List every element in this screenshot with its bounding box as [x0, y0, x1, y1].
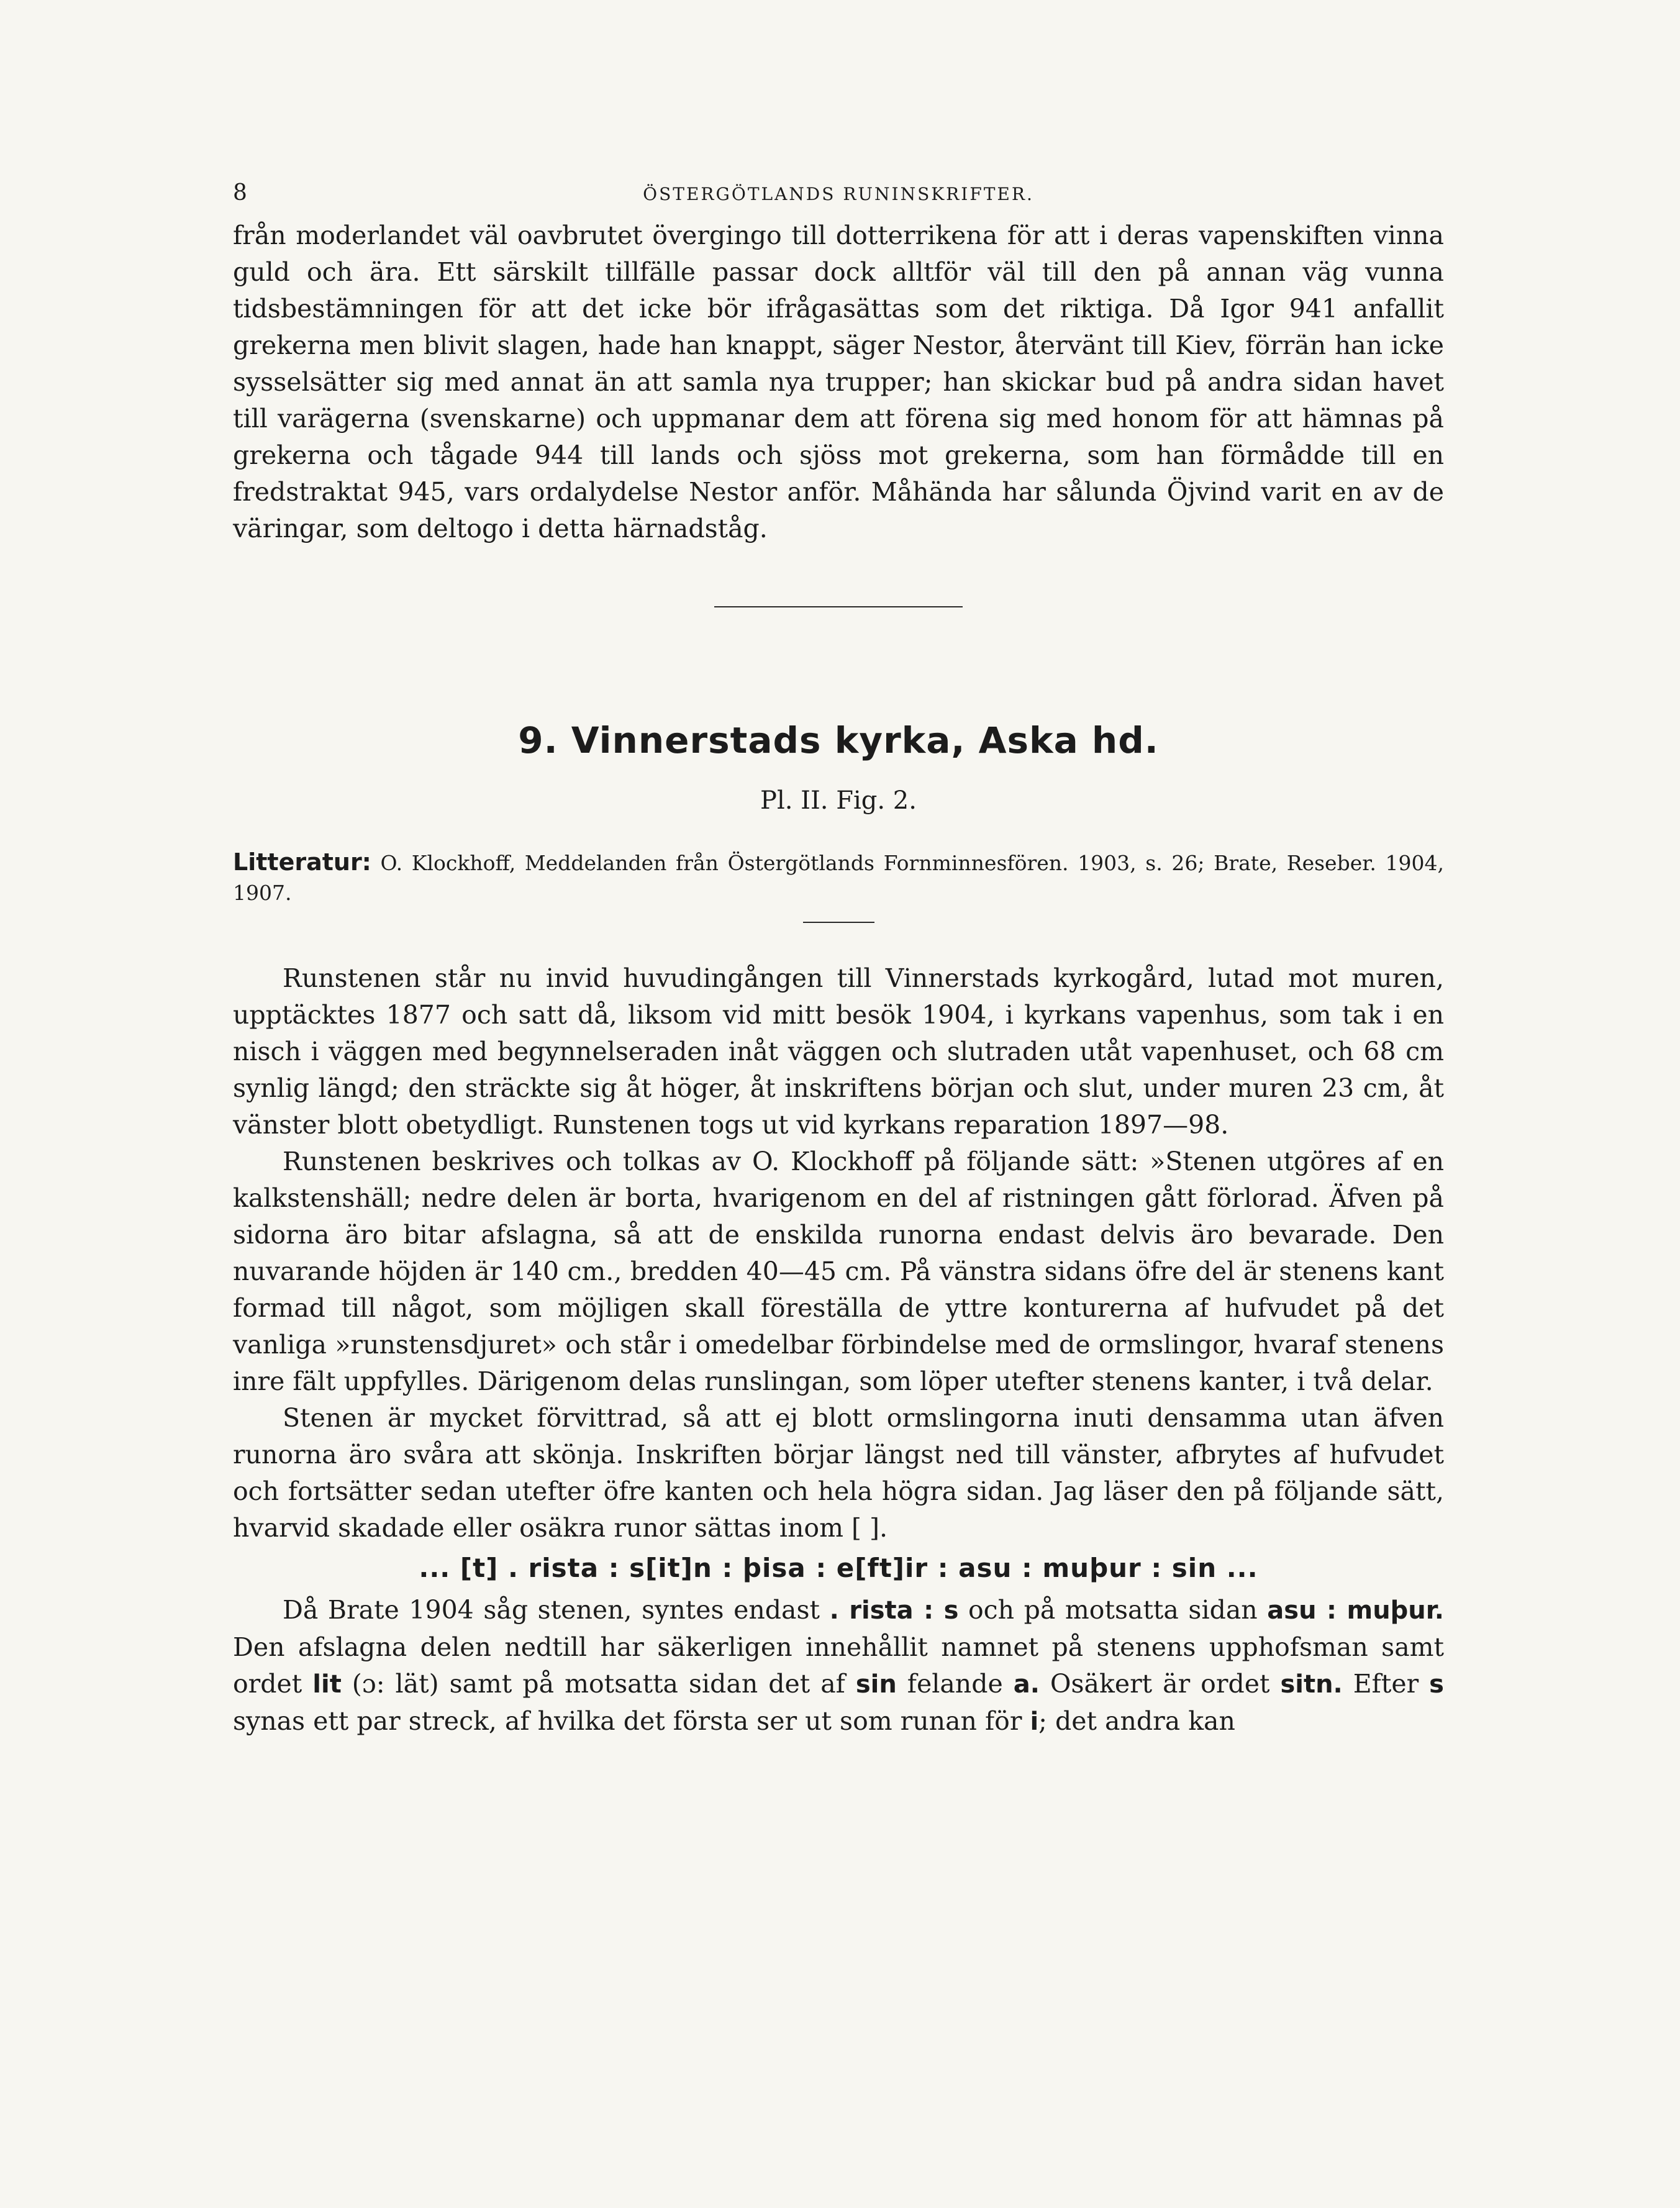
plate-reference: Pl. II. Fig. 2. [760, 786, 917, 815]
page-number: 8 [233, 180, 249, 206]
section-heading: 9. Vinnerstads kyrka, Aska hd. [518, 719, 1159, 761]
p4-runic-6: sitn. [1280, 1670, 1343, 1699]
running-title: ÖSTERGÖTLANDS RUNINSKRIFTER. [643, 184, 1034, 204]
literature-divider [803, 922, 874, 923]
p4-text-9: ; det andra kan [1038, 1706, 1235, 1736]
p4-runic-3: lit [312, 1670, 342, 1699]
p4-runic-7: s [1429, 1670, 1444, 1699]
p4-text-7: Efter [1342, 1669, 1430, 1699]
p4-runic-5: a. [1013, 1670, 1040, 1699]
body-paragraph-2: Runstenen beskrives och tolkas av O. Klockhoff på följande sätt: »Stenen utgöres af en kalkstenshäll; nedre delen är borta, hvarigenom en del af ristningen gått förlorad. Äfven på sidorna äro bitar afslagna, så att de enskilda runorna endast delvis äro bevarade. Den nuvarande höjden är 140 cm., bredden 40—45 cm. På vänstra sidans öfre del är stenens kant formad till något, som möjligen skall föreställa de yttre konturerna af hufvudet på det vanliga »runstensdjuret» och står i omedelbar förbindelse med de ormslingor, hvaraf stenens inre fält uppfylles. Därigenom delas runslingan, som löper utefter stenens kanter, i två delar. [233, 1147, 1444, 1396]
p4-text-1: Då Brate 1904 såg stenen, syntes endast [283, 1595, 830, 1625]
intro-paragraph: från moderlandet väl oavbrutet övergingo till dotterrikena för att i deras vapenskiften vinna guld och ära. Ett särskilt tillfälle passar dock alltför väl till den på annan väg vunna tidsbestämningen för att det icke bör ifrågasättas som det riktiga. Då Igor 941 anfallit grekerna men blivit slagen, hade han knappt, säger Nestor, återvänt till Kiev, förrän han icke sysselsätter sig med annat än att samla nya trupper; han skickar bud på andra sidan havet till varägerna (svenskarne) och uppmanar dem att förena sig med honom för att hämnas på grekerna och tågade 944 till lands och sjöss mot grekerna, som han förmådde till en fredstraktat 945, vars ordalydelse Nestor anför. Måhända har sålunda Öjvind varit en av de väringar, som deltogo i detta härnadståg. [233, 220, 1444, 543]
body-paragraph-4 [233, 1592, 1444, 1740]
literature-text: O. Klockhoff, Meddelanden från Östergötlands Fornminnesfören. 1903, s. 26; Brate, Reseber. 1904, 1907. [233, 851, 1444, 905]
literature-reference [233, 847, 1444, 908]
p4-text-2: och på motsatta sidan [958, 1595, 1268, 1625]
body-paragraph-3: Stenen är mycket förvittrad, så att ej blott ormslingorna inuti densamma utan äfven runorna äro svåra att skönja. Inskriften börjar längst ned till vänster, afbrytes af hufvudet och fortsätter sedan utefter öfre kanten och hela högra sidan. Jag läser den på följande sätt, hvarvid skadade eller osäkra runor sättas inom [ ]. [233, 1403, 1444, 1543]
page [233, 180, 1444, 1740]
running-head [233, 180, 1444, 217]
p4-text-8: synas ett par streck, af hvilka det första ser ut som runan för [233, 1706, 1030, 1736]
literature-label: Litteratur: [233, 848, 371, 876]
p4-text-5: felande [896, 1669, 1014, 1699]
p4-text-6: Osäkert är ordet [1039, 1669, 1281, 1699]
p4-text-3: Den afslagna delen nedtill har säkerligen innehållit namnet på stenens upphofsman samt ordet [233, 1632, 1444, 1699]
section-divider [714, 606, 963, 607]
p4-runic-4: sin [855, 1670, 897, 1699]
body-paragraph-1: Runstenen står nu invid huvudingången till Vinnerstads kyrkogård, lutad mot muren, upptäcktes 1877 och satt då, liksom vid mitt besök 1904, i kyrkans vapenhus, som tak i en nisch i väggen med begynnelseraden inåt väggen och slutraden utåt vapenhuset, och 68 cm synlig längd; den sträckte sig åt höger, åt inskriftens början och slut, under muren 23 cm, åt vänster blott obetydligt. Runstenen togs ut vid kyrkans reparation 1897—98. [233, 963, 1444, 1140]
p4-runic-8: i [1030, 1707, 1039, 1736]
p4-runic-1: . rista : s [829, 1596, 959, 1625]
p4-text-4: (ɔ: lät) samt på motsatta sidan det af [341, 1669, 856, 1699]
p4-runic-2: asu : muþur. [1267, 1596, 1445, 1625]
runic-transcription: ... [t] . rista : s[it]n : þisa : e[ft]ir : asu : muþur : sin ... [419, 1553, 1258, 1583]
